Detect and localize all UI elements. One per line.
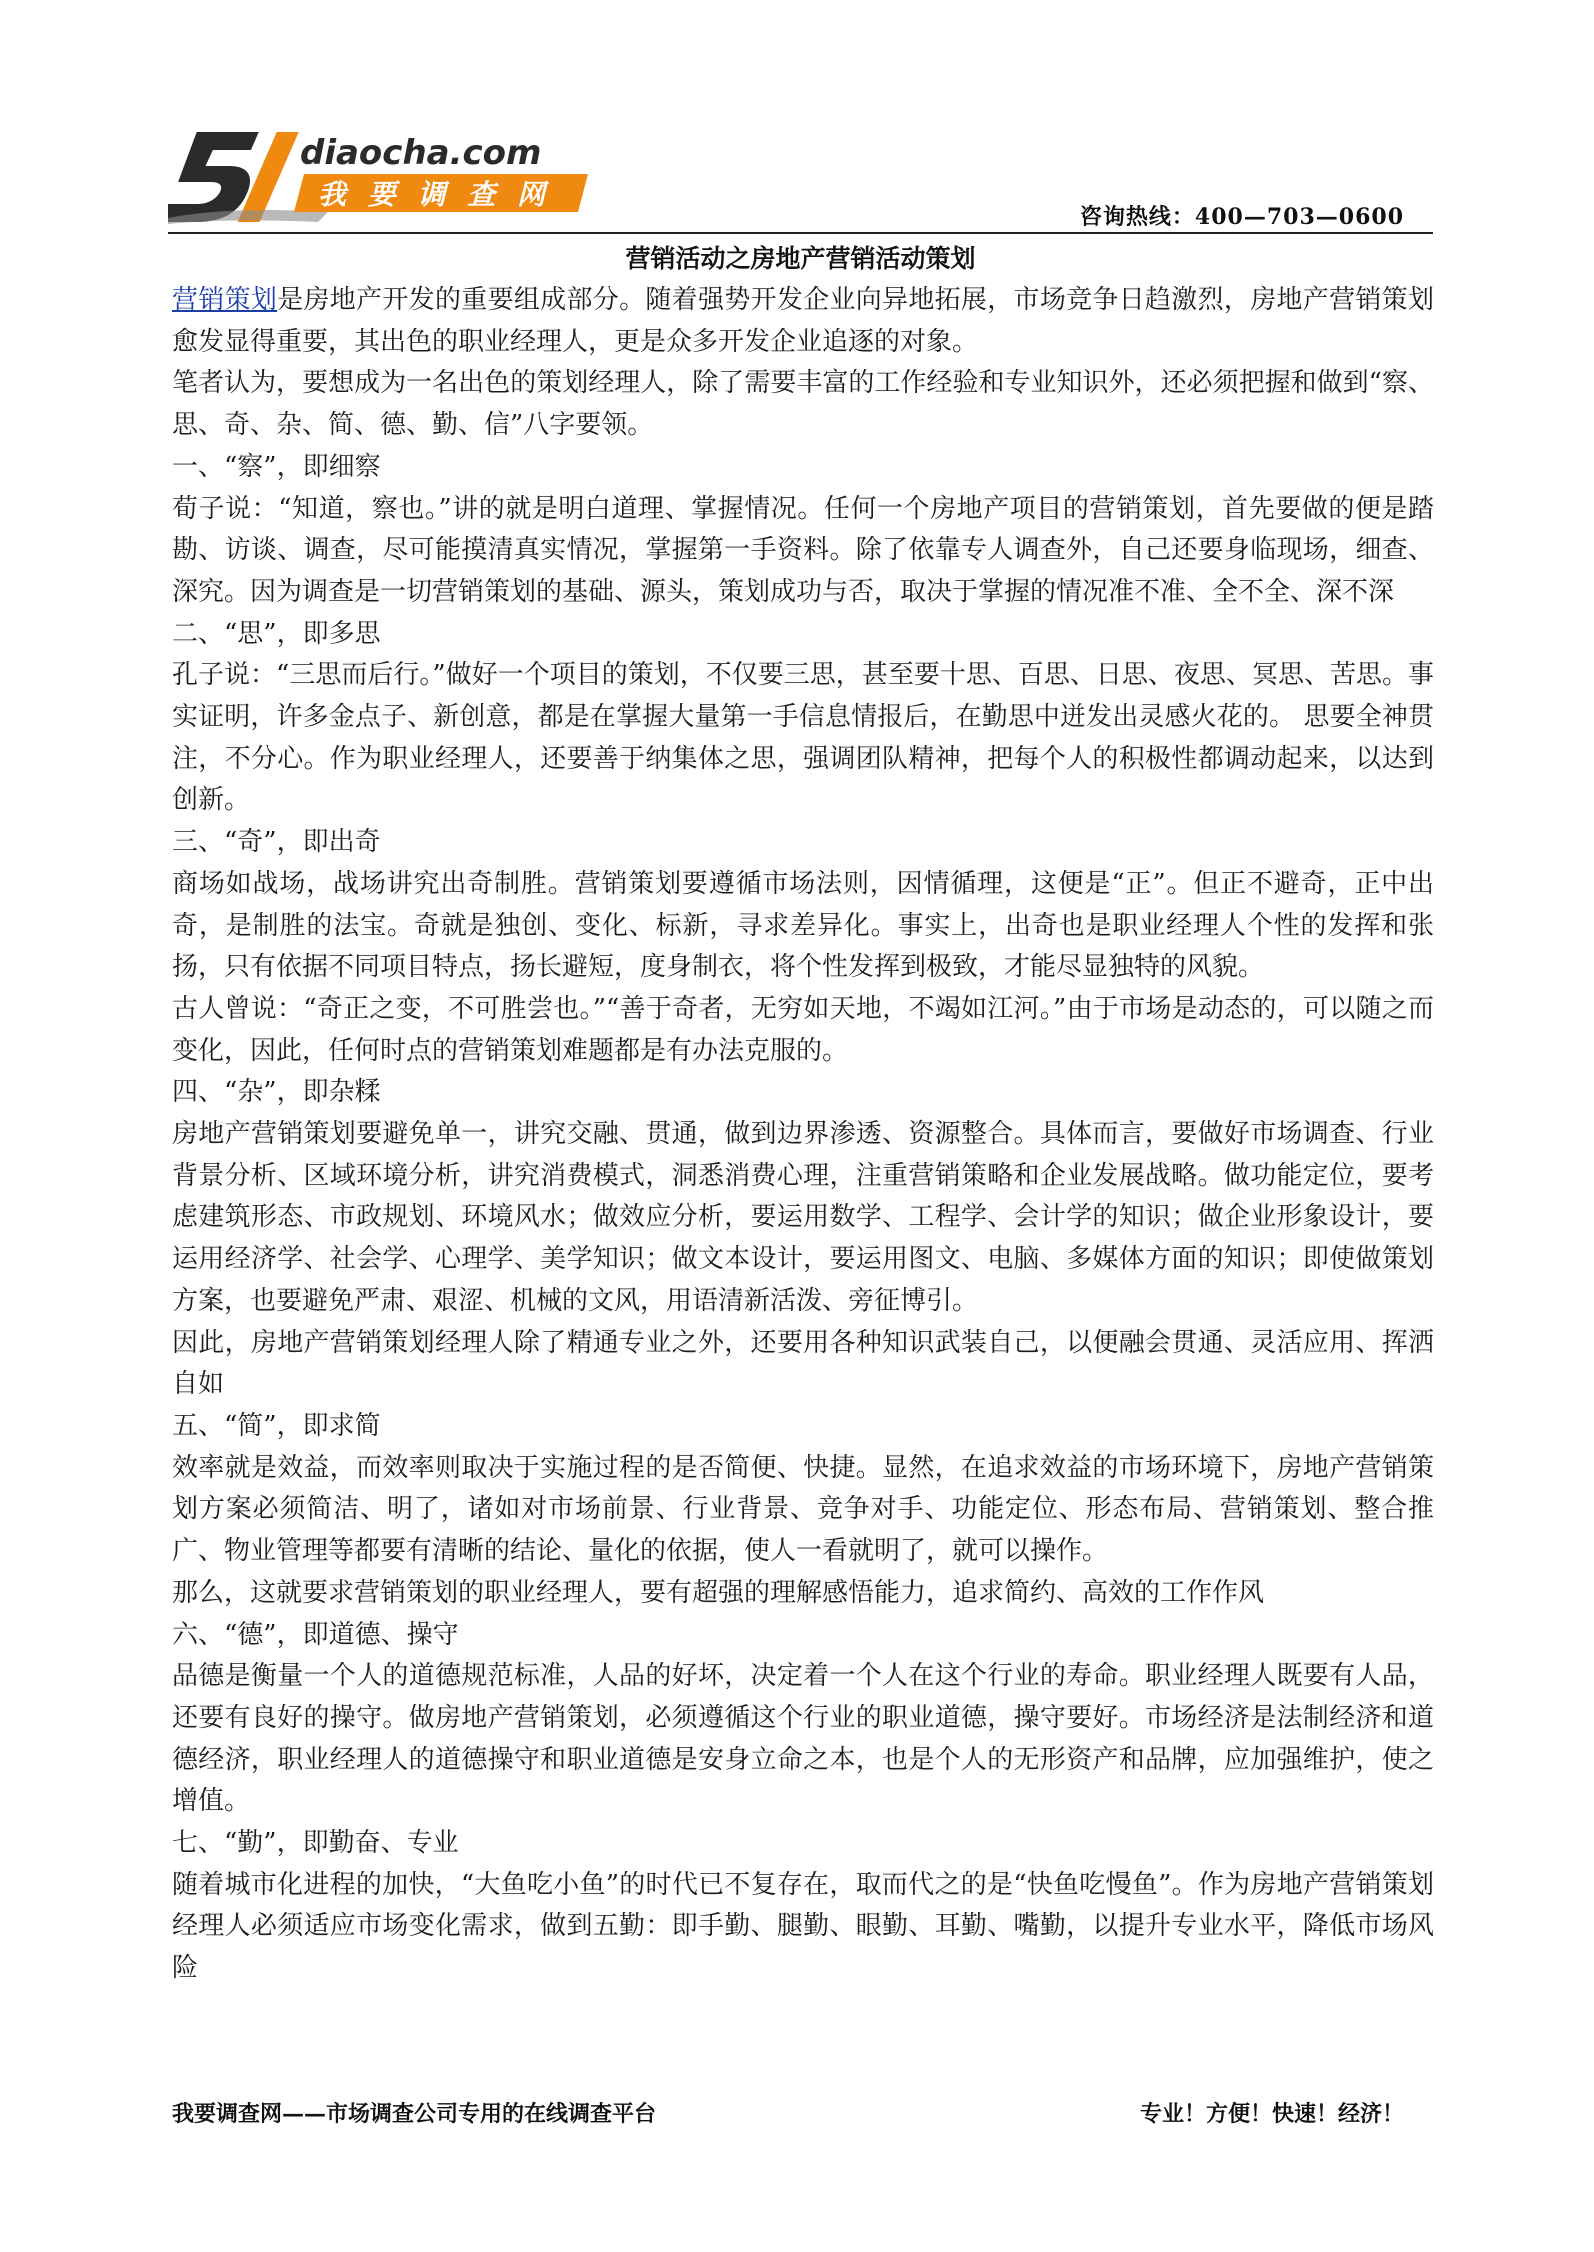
paragraph: 那么，这就要求营销策划的职业经理人，要有超强的理解感悟能力，追求简约、高效的工作作风 [172,1577,1265,1608]
logo-tagline: 我 要 调 查 网 [318,178,551,211]
paragraph: 品德是衡量一个人的道德规范标准，人品的好坏，决定着一个人在这个行业的寿命。职业经理人既要有人品，还要有良好的操守。做房地产营销策划，必须遵循这个行业的职业道德，操守要好。市场经济是法制经济和道德经济，职业经理人的道德操守和职业道德是安身立命之本，也是个人的无形资产和品牌，应加强维护，使之增值。 [172,1661,1434,1817]
footer-slogan: 我要调查网——市场调查公司专用的在线调查平台 [172,2101,657,2127]
paragraph: 古人曾说：“奇正之变，不可胜尝也。”“善于奇者，无穷如天地，不竭如江河。”由于市场是动态的，可以随之而变化，因此，任何时点的营销策划难题都是有办法克服的。 [172,993,1434,1066]
hotline-text: 咨询热线：400—703—0600 [1079,204,1404,230]
paragraph: 笔者认为，要想成为一名出色的策划经理人，除了需要丰富的工作经验和专业知识外，还必须把握和做到“察、思、奇、杂、简、德、勤、信”八字要领。 [172,368,1434,441]
paragraph: 商场如战场，战场讲究出奇制胜。营销策划要遵循市场法则，因情循理，这便是“正”。但正不避奇，正中出奇，是制胜的法宝。奇就是独创、变化、标新，寻求差异化。事实上，出奇也是职业经理人个性的发挥和张扬，只有依据不同项目特点，扬长避短，度身制衣，将个性发挥到极致，才能尽显独特的风貌。 [172,868,1434,983]
section-heading: 二、“思”，即多思 [172,618,381,649]
logo-domain: diaocha.com [300,133,542,173]
marketing-planning-link[interactable]: 营销策划 [172,285,278,315]
paragraph: 效率就是效益，而效率则取决于实施过程的是否简便、快捷。显然，在追求效益的市场环境下，房地产营销策划方案必须简洁、明了，诸如对市场前景、行业背景、竞争对手、功能定位、形态布局、营销策划、整合推广、物业管理等都要有清晰的结论、量化的依据，使人一看就明了，就可以操作。 [172,1452,1434,1567]
section-heading: 四、“杂”，即杂糅 [172,1077,381,1108]
logo-graphic [168,126,608,226]
section-heading: 七、“勤”，即勤奋、专业 [172,1828,459,1859]
paragraph: 荀子说：“知道，察也。”讲的就是明白道理、掌握情况。任何一个房地产项目的营销策划，首先要做的便是踏勘、访谈、调查，尽可能摸清真实情况，掌握第一手资料。除了依靠专人调查外，自己还要身临现场，细查、深究。因为调查是一切营销策划的基础、源头，策划成功与否，取决于掌握的情况准不准、全不全、深不深 [172,493,1434,607]
paragraph: 随着城市化进程的加快，“大鱼吃小鱼”的时代已不复存在，取而代之的是“快鱼吃慢鱼”。作为房地产营销策划经理人必须适应市场变化需求，做到五勤：即手勤、腿勤、眼勤、耳勤、嘴勤，以提升专业水平，降低市场风险 [172,1869,1434,1984]
header-divider [168,232,1433,234]
site-logo[interactable] [168,126,608,226]
document-body [172,280,1434,2060]
section-heading: 三、“奇”，即出奇 [172,827,381,858]
section-heading: 六、“德”，即道德、操守 [172,1619,459,1650]
section-heading: 一、“察”，即细察 [172,451,381,482]
section-heading: 五、“简”，即求简 [172,1410,381,1441]
document-title: 营销活动之房地产营销活动策划 [625,244,976,273]
paragraph: 因此，房地产营销策划经理人除了精通专业之外，还要用各种知识武装自己，以便融会贯通、灵活应用、挥洒自如 [172,1327,1434,1400]
footer-motto: 专业！方便！快速！经济！ [1139,2101,1404,2127]
paragraph-text: 是房地产开发的重要组成部分。随着强势开发企业向异地拓展，市场竞争日趋激烈，房地产营销策划愈发显得重要，其出色的职业经理人，更是众多开发企业追逐的对象。 [172,285,1434,357]
paragraph: 房地产营销策划要避免单一，讲究交融、贯通，做到边界渗透、资源整合。具体而言，要做好市场调查、行业背景分析、区域环境分析，讲究消费模式，洞悉消费心理，注重营销策略和企业发展战略。做功能定位，要考虑建筑形态、市政规划、环境风水；做效应分析，要运用数学、工程学、会计学的知识；做企业形象设计，要运用经济学、社会学、心理学、美学知识；做文本设计，要运用图文、电脑、多媒体方面的知识；即使做策划方案，也要避免严肃、艰涩、机械的文风，用语清新活泼、旁征博引。 [172,1119,1434,1316]
paragraph: 孔子说：“三思而后行。”做好一个项目的策划，不仅要三思，甚至要十思、百思、日思、夜思、冥思、苦思。事实证明，许多金点子、新创意，都是在掌握大量第一手信息情报后，在勤思中迸发出灵感火花的。 思要全神贯注，不分心。作为职业经理人，还要善于纳集体之思，强调团队精神，把每个人的积极性都调动起来，以达到创新。 [172,660,1434,816]
paragraph [172,280,1434,363]
